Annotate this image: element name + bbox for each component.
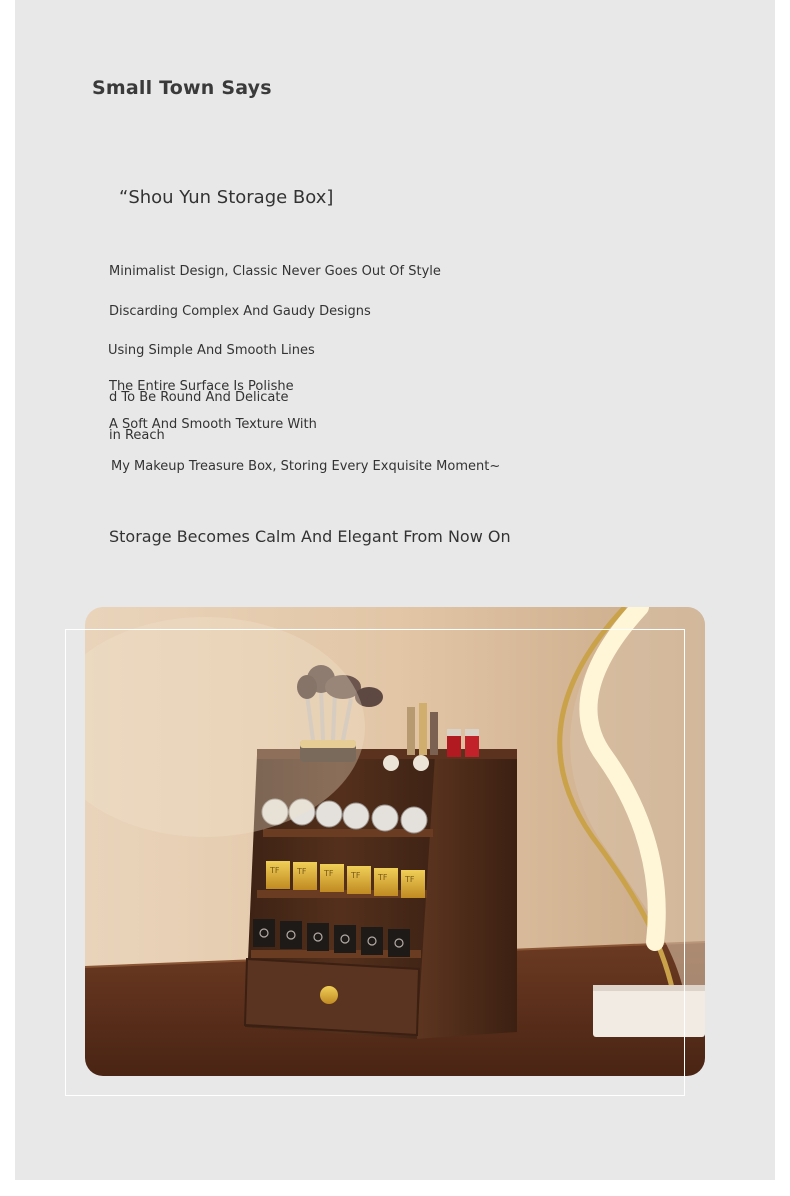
description-line-5b: in Reach [109,428,165,443]
photo-frame-border [65,629,685,1096]
box-label-2: TF [297,867,307,876]
box-label-1: TF [270,866,280,875]
tagline: Storage Becomes Calm And Elegant From Now On [109,527,511,546]
box-label-4: TF [351,871,361,880]
description-line-4b: d To Be Round And Delicate [109,390,289,405]
description-line-6: My Makeup Treasure Box, Storing Every Exquisite Moment~ [111,459,501,474]
description-line-2: Discarding Complex And Gaudy Designs [109,304,371,319]
description-line-3: Using Simple And Smooth Lines [108,343,315,358]
product-title: “Shou Yun Storage Box] [119,187,334,208]
box-label-3: TF [324,869,334,878]
description-line-4a: The Entire Surface Is Polishe [109,379,294,394]
brand-name: Small Town Says [92,77,272,99]
box-label-6: TF [405,875,415,884]
description-line-1: Minimalist Design, Classic Never Goes Out Of Style [109,264,441,279]
description-line-5a: A Soft And Smooth Texture With [109,417,317,432]
box-label-5: TF [378,873,388,882]
